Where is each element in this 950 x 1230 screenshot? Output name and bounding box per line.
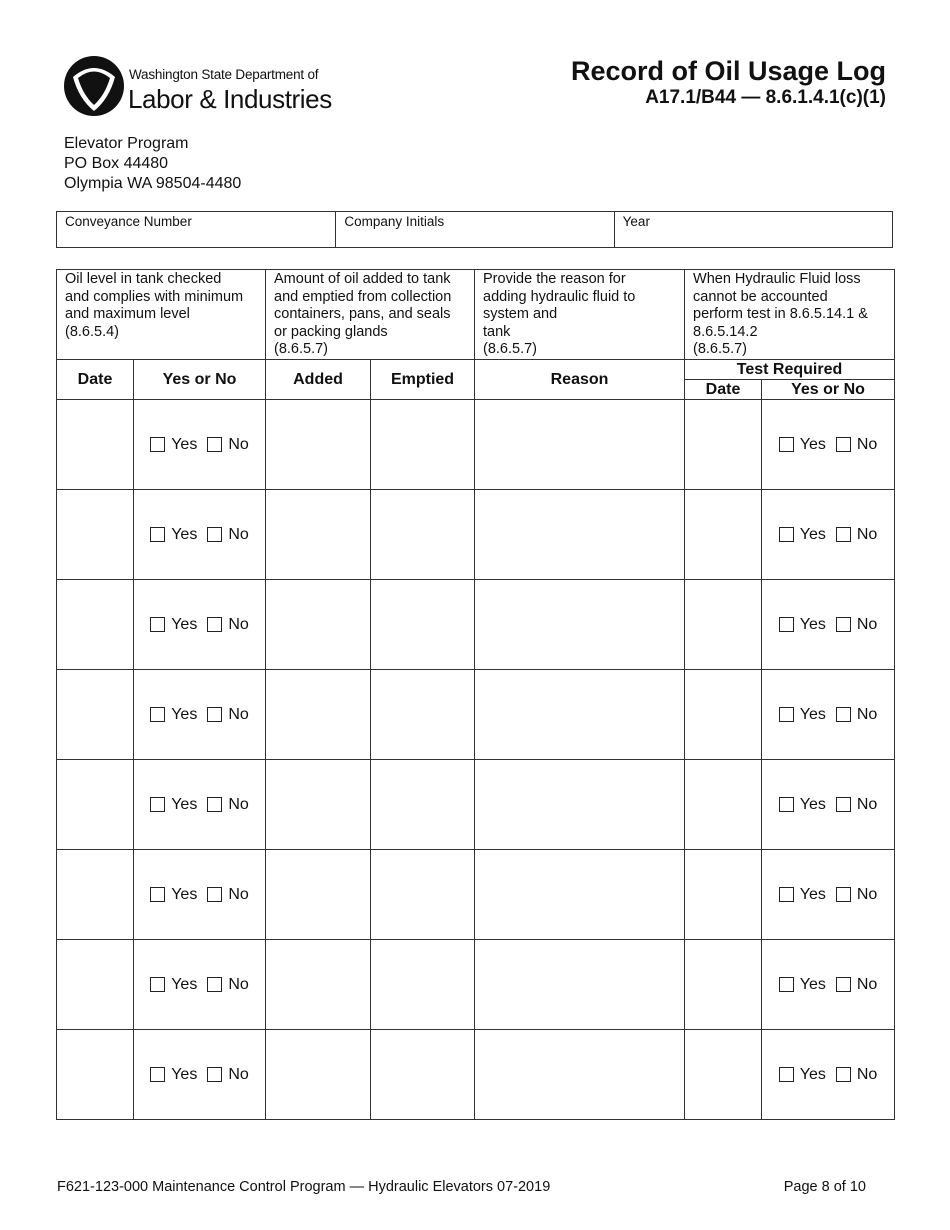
level-ok-yes-label: Yes	[171, 885, 198, 903]
test-required-cell	[762, 490, 895, 580]
test-required-yes-label: Yes	[799, 435, 826, 453]
test-required-no-label: No	[856, 705, 878, 723]
test-date-cell[interactable]	[685, 580, 762, 670]
level-ok-yes-label: Yes	[171, 435, 198, 453]
level-ok-cell	[134, 580, 266, 670]
test-date-cell[interactable]	[685, 670, 762, 760]
level-ok-no-label: No	[228, 615, 249, 633]
test-required-no-option[interactable]	[836, 616, 877, 634]
identification-fields	[56, 211, 893, 248]
test-required-yes-option[interactable]	[779, 976, 826, 994]
test-required-cell	[762, 580, 895, 670]
emptied-cell[interactable]	[371, 670, 475, 760]
level-ok-checkbox-group	[134, 1066, 265, 1084]
test-required-yes-option[interactable]	[779, 796, 826, 814]
level-ok-yes-option[interactable]	[150, 526, 197, 544]
log-row	[57, 580, 895, 670]
level-ok-no-option[interactable]	[207, 976, 248, 994]
log-row	[57, 490, 895, 580]
level-ok-yes-option[interactable]	[150, 976, 197, 994]
test-required-no-option[interactable]	[836, 796, 877, 814]
level-ok-no-checkbox[interactable]	[207, 527, 222, 542]
log-row	[57, 940, 895, 1030]
test-required-checkbox-group	[762, 796, 894, 814]
date-cell[interactable]	[57, 400, 134, 490]
level-ok-no-checkbox[interactable]	[207, 797, 222, 812]
date-cell[interactable]	[57, 670, 134, 760]
level-ok-yes-checkbox[interactable]	[150, 1067, 165, 1082]
added-cell[interactable]	[266, 940, 371, 1030]
level-ok-yes-label: Yes	[171, 795, 198, 813]
form-subtitle: A17.1/B44 — 8.6.1.4.1(c)(1)	[645, 87, 886, 108]
level-ok-yes-label: Yes	[171, 975, 198, 993]
emptied-cell[interactable]	[371, 940, 475, 1030]
level-ok-no-option[interactable]	[207, 886, 248, 904]
amount-description: Amount of oil added to tank and emptied from collection containers, pans, and seals or packing glands (8.6.5.7)	[266, 270, 475, 360]
test-required-checkbox-group	[762, 886, 894, 904]
test-required-yes-label: Yes	[799, 705, 826, 723]
test-required-checkbox-group	[762, 436, 894, 454]
level-ok-no-label: No	[228, 705, 249, 723]
reason-cell[interactable]	[475, 490, 685, 580]
test-required-no-option[interactable]	[836, 1066, 877, 1084]
date-cell[interactable]	[57, 760, 134, 850]
test-date-column-header: Date	[685, 380, 762, 400]
level-ok-cell	[134, 490, 266, 580]
level-ok-yes-label: Yes	[171, 525, 198, 543]
level-ok-checkbox-group	[134, 796, 265, 814]
form-number: F621-123-000 Maintenance Control Program — Hydraulic Elevators 07-2019	[57, 1179, 551, 1195]
test-required-yes-checkbox[interactable]	[779, 797, 794, 812]
level-ok-no-checkbox[interactable]	[207, 1067, 222, 1082]
reason-description: Provide the reason for adding hydraulic fluid to system and tank (8.6.5.7)	[475, 270, 685, 360]
test-required-yes-checkbox[interactable]	[779, 1067, 794, 1082]
test-required-checkbox-group	[762, 976, 894, 994]
added-cell[interactable]	[266, 490, 371, 580]
level-ok-no-label: No	[228, 435, 249, 453]
test-required-no-option[interactable]	[836, 706, 877, 724]
test-required-cell	[762, 1030, 895, 1120]
test-required-yes-label: Yes	[799, 1065, 826, 1083]
test-required-no-label: No	[856, 435, 878, 453]
level-ok-cell	[134, 400, 266, 490]
test-required-cell	[762, 760, 895, 850]
level-ok-yes-label: Yes	[171, 615, 198, 633]
level-ok-no-label: No	[228, 525, 249, 543]
test-required-yes-label: Yes	[799, 975, 826, 993]
reason-cell[interactable]	[475, 850, 685, 940]
test-required-yes-label: Yes	[799, 795, 826, 813]
level-ok-checkbox-group	[134, 526, 265, 544]
test-required-yes-label: Yes	[799, 525, 826, 543]
test-required-no-option[interactable]	[836, 436, 877, 454]
test-required-yes-checkbox[interactable]	[779, 527, 794, 542]
level-ok-checkbox-group	[134, 616, 265, 634]
test-date-cell[interactable]	[685, 490, 762, 580]
conveyance-number-field[interactable]: Conveyance Number	[65, 214, 192, 229]
level-ok-checkbox-group	[134, 886, 265, 904]
test-required-yes-option[interactable]	[779, 436, 826, 454]
test-required-yes-label: Yes	[799, 885, 826, 903]
address-line1: Elevator Program	[64, 135, 189, 152]
test-required-no-checkbox[interactable]	[836, 977, 851, 992]
level-ok-yes-option[interactable]	[150, 1066, 197, 1084]
test-required-yes-option[interactable]	[779, 706, 826, 724]
test-yes-or-no-column-header: Yes or No	[762, 380, 895, 400]
date-cell[interactable]	[57, 850, 134, 940]
test-required-yes-option[interactable]	[779, 886, 826, 904]
emptied-column-header: Emptied	[371, 360, 475, 400]
level-ok-no-checkbox[interactable]	[207, 437, 222, 452]
emptied-cell[interactable]	[371, 760, 475, 850]
level-ok-no-checkbox[interactable]	[207, 707, 222, 722]
test-required-no-label: No	[856, 615, 878, 633]
agency-name-line2: Labor & Industries	[128, 84, 332, 114]
reason-cell[interactable]	[475, 580, 685, 670]
form-title: Record of Oil Usage Log	[570, 56, 886, 86]
date-cell[interactable]	[57, 1030, 134, 1120]
lni-logo-icon	[63, 55, 125, 117]
level-ok-cell	[134, 850, 266, 940]
test-required-cell	[762, 670, 895, 760]
level-ok-yes-option[interactable]	[150, 616, 197, 634]
test-required-yes-option[interactable]	[779, 616, 826, 634]
level-ok-no-checkbox[interactable]	[207, 977, 222, 992]
date-column-header: Date	[57, 360, 134, 400]
description-row	[57, 270, 895, 360]
level-ok-yes-option[interactable]	[150, 706, 197, 724]
test-required-checkbox-group	[762, 526, 894, 544]
test-required-no-option[interactable]	[836, 886, 877, 904]
test-date-cell[interactable]	[685, 400, 762, 490]
test-required-yes-checkbox[interactable]	[779, 437, 794, 452]
test-required-yes-checkbox[interactable]	[779, 977, 794, 992]
level-ok-yes-checkbox[interactable]	[150, 617, 165, 632]
test-required-yes-checkbox[interactable]	[779, 887, 794, 902]
oil-usage-table	[56, 269, 895, 1120]
log-entries	[57, 400, 895, 1120]
page-number: Page 8 of 10	[783, 1179, 866, 1195]
level-ok-checkbox-group	[134, 976, 265, 994]
test-required-no-checkbox[interactable]	[836, 887, 851, 902]
log-row	[57, 1030, 895, 1120]
test-required-no-label: No	[856, 975, 878, 993]
yes-or-no-column-header: Yes or No	[134, 360, 266, 400]
test-date-cell[interactable]	[685, 760, 762, 850]
level-ok-yes-option[interactable]	[150, 886, 197, 904]
level-ok-yes-checkbox[interactable]	[150, 977, 165, 992]
test-required-no-option[interactable]	[836, 526, 877, 544]
level-ok-yes-checkbox[interactable]	[150, 707, 165, 722]
date-cell[interactable]	[57, 490, 134, 580]
reason-cell[interactable]	[475, 760, 685, 850]
level-ok-cell	[134, 1030, 266, 1120]
added-cell[interactable]	[266, 850, 371, 940]
level-ok-yes-checkbox[interactable]	[150, 527, 165, 542]
agency-logo	[63, 55, 363, 117]
column-header-row	[57, 360, 895, 380]
fluid-loss-description: When Hydraulic Fluid loss cannot be accounted perform test in 8.6.5.14.1 & 8.6.5.14.2 (8.6.5.7)	[685, 270, 895, 360]
date-cell[interactable]	[57, 580, 134, 670]
log-row	[57, 400, 895, 490]
level-ok-no-option[interactable]	[207, 526, 248, 544]
test-required-no-checkbox[interactable]	[836, 797, 851, 812]
test-required-yes-option[interactable]	[779, 526, 826, 544]
test-required-checkbox-group	[762, 1066, 894, 1084]
level-ok-no-option[interactable]	[207, 706, 248, 724]
level-ok-no-label: No	[228, 885, 249, 903]
test-required-cell	[762, 850, 895, 940]
level-ok-cell	[134, 670, 266, 760]
reason-column-header: Reason	[475, 360, 685, 400]
agency-name-line1: Washington State Department of	[129, 67, 319, 82]
reason-cell[interactable]	[475, 400, 685, 490]
oil-level-description: Oil level in tank checked and complies with minimum and maximum level (8.6.5.4)	[57, 270, 266, 360]
log-row	[57, 850, 895, 940]
test-required-no-label: No	[856, 885, 878, 903]
test-required-cell	[762, 940, 895, 1030]
test-required-cell	[762, 400, 895, 490]
test-required-checkbox-group	[762, 616, 894, 634]
emptied-cell[interactable]	[371, 400, 475, 490]
level-ok-checkbox-group	[134, 436, 265, 454]
level-ok-no-checkbox[interactable]	[207, 887, 222, 902]
test-required-yes-checkbox[interactable]	[779, 617, 794, 632]
log-row	[57, 760, 895, 850]
test-required-yes-label: Yes	[799, 615, 826, 633]
level-ok-cell	[134, 760, 266, 850]
emptied-cell[interactable]	[371, 850, 475, 940]
log-row	[57, 670, 895, 760]
test-required-checkbox-group	[762, 706, 894, 724]
company-initials-field[interactable]: Company Initials	[335, 212, 613, 247]
level-ok-yes-label: Yes	[171, 1065, 198, 1083]
test-required-no-checkbox[interactable]	[836, 1067, 851, 1082]
level-ok-no-checkbox[interactable]	[207, 617, 222, 632]
reason-cell[interactable]	[475, 670, 685, 760]
year-field[interactable]: Year	[614, 212, 892, 247]
emptied-cell[interactable]	[371, 490, 475, 580]
test-required-no-label: No	[856, 525, 878, 543]
test-required-no-checkbox[interactable]	[836, 527, 851, 542]
level-ok-yes-checkbox[interactable]	[150, 437, 165, 452]
test-date-cell[interactable]	[685, 850, 762, 940]
added-cell[interactable]	[266, 1030, 371, 1120]
level-ok-cell	[134, 940, 266, 1030]
added-cell[interactable]	[266, 760, 371, 850]
level-ok-no-option[interactable]	[207, 436, 248, 454]
level-ok-no-option[interactable]	[207, 616, 248, 634]
address-line2: PO Box 44480	[64, 155, 169, 172]
level-ok-yes-option[interactable]	[150, 436, 197, 454]
test-required-no-checkbox[interactable]	[836, 617, 851, 632]
level-ok-no-option[interactable]	[207, 1066, 248, 1084]
date-cell[interactable]	[57, 940, 134, 1030]
level-ok-no-option[interactable]	[207, 796, 248, 814]
test-required-no-label: No	[856, 795, 878, 813]
level-ok-yes-checkbox[interactable]	[150, 797, 165, 812]
test-required-no-checkbox[interactable]	[836, 707, 851, 722]
level-ok-checkbox-group	[134, 706, 265, 724]
level-ok-no-label: No	[228, 975, 249, 993]
added-cell[interactable]	[266, 670, 371, 760]
added-cell[interactable]	[266, 400, 371, 490]
emptied-cell[interactable]	[371, 580, 475, 670]
test-required-no-option[interactable]	[836, 976, 877, 994]
level-ok-no-label: No	[228, 795, 249, 813]
test-required-yes-option[interactable]	[779, 1066, 826, 1084]
form-title-block	[571, 56, 886, 110]
added-cell[interactable]	[266, 580, 371, 670]
reason-cell[interactable]	[475, 1030, 685, 1120]
test-date-cell[interactable]	[685, 1030, 762, 1120]
test-required-header: Test Required	[685, 360, 895, 380]
level-ok-no-label: No	[228, 1065, 249, 1083]
level-ok-yes-checkbox[interactable]	[150, 887, 165, 902]
test-required-yes-checkbox[interactable]	[779, 707, 794, 722]
test-date-cell[interactable]	[685, 940, 762, 1030]
address-line3: Olympia WA 98504-4480	[64, 175, 242, 192]
test-required-no-label: No	[856, 1065, 878, 1083]
level-ok-yes-option[interactable]	[150, 796, 197, 814]
mailing-address	[64, 134, 241, 194]
test-required-no-checkbox[interactable]	[836, 437, 851, 452]
added-column-header: Added	[266, 360, 371, 400]
reason-cell[interactable]	[475, 940, 685, 1030]
level-ok-yes-label: Yes	[171, 705, 198, 723]
emptied-cell[interactable]	[371, 1030, 475, 1120]
